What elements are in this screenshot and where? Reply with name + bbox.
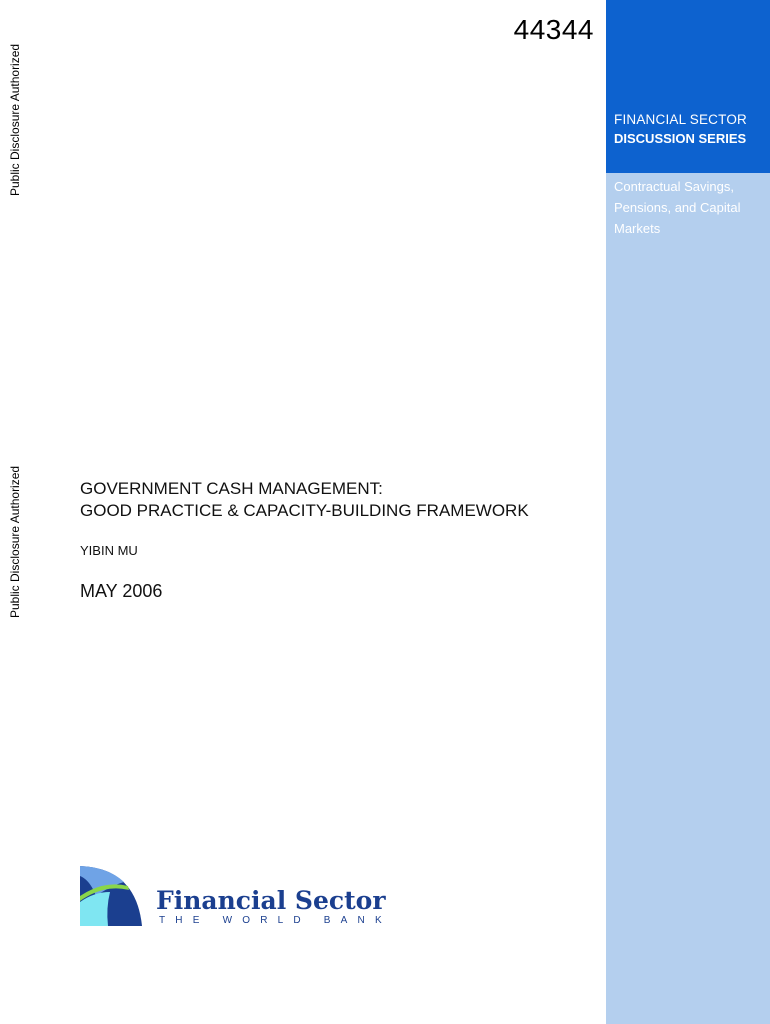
disclosure-stamp-top: Public Disclosure Authorized [8,43,22,196]
author-name: YIBIN MU [80,543,138,558]
series-subtitle: DISCUSSION SERIES [614,131,747,146]
publication-date: MAY 2006 [80,581,163,601]
series-name: FINANCIAL SECTOR [614,112,747,127]
title-line-1: GOVERNMENT CASH MANAGEMENT: [80,479,383,498]
disclosure-stamp-bottom: Public Disclosure Authorized [8,465,22,618]
series-side-panel [606,0,770,1024]
title-line-2: GOOD PRACTICE & CAPACITY-BUILDING FRAMEWORK [80,501,529,520]
document-title [80,478,529,522]
logo-subtitle: THE WORLD BANK [159,915,392,926]
series-header-block [606,0,770,173]
series-topic: Contractual Savings, Pensions, and Capital Markets [614,179,741,236]
financial-sector-logo [80,866,392,930]
logo-wordmark: Financial Sector [156,886,386,915]
world-bank-globe-icon [80,866,144,926]
report-number: 44344 [513,14,594,45]
